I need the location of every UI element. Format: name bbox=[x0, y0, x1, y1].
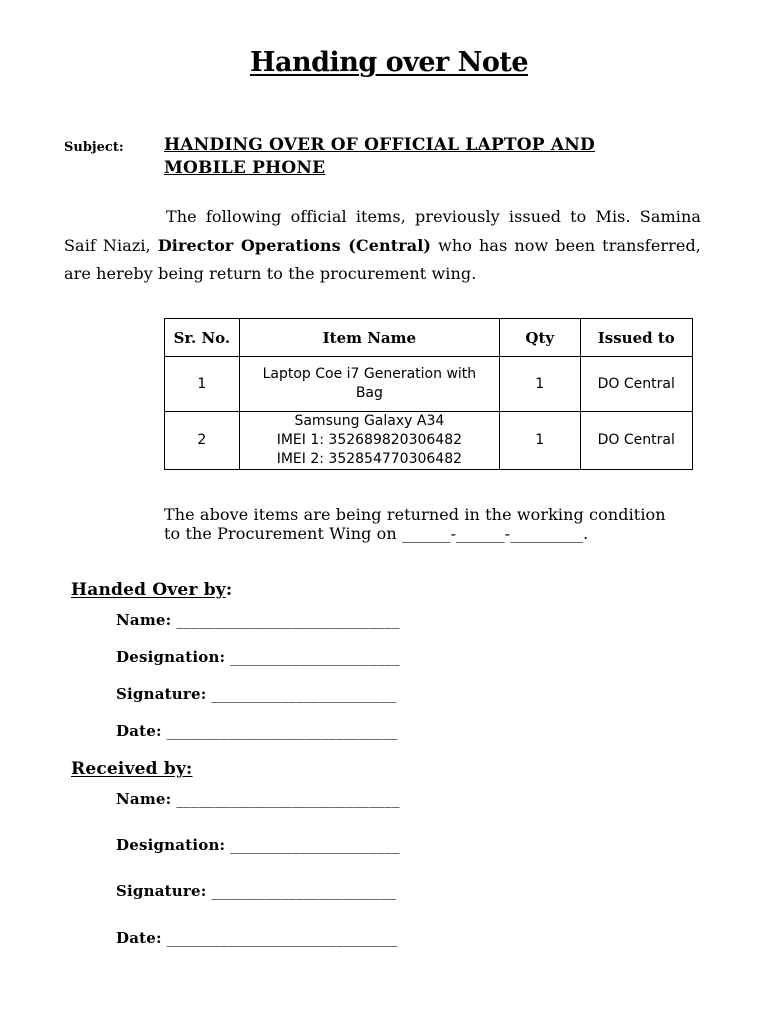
field-label: Designation: bbox=[116, 648, 226, 666]
received-designation-field[interactable] bbox=[116, 836, 400, 854]
intro-text-2: who has now been transferred, are hereby being return to the procurement wing. bbox=[64, 235, 701, 283]
item-line: Bag bbox=[355, 385, 383, 401]
header-qty: Qty bbox=[499, 319, 580, 357]
handed-over-heading-text: Handed Over by bbox=[71, 580, 226, 600]
cell-qty: 1 bbox=[499, 412, 580, 470]
cell-qty: 1 bbox=[499, 357, 580, 412]
field-blank: ______________________________ bbox=[161, 929, 398, 947]
intro-paragraph bbox=[64, 203, 701, 289]
handed-name-field[interactable] bbox=[116, 611, 400, 629]
cell-item-name bbox=[239, 357, 499, 412]
field-blank: ______________________________ bbox=[161, 722, 398, 740]
item-line: Samsung Galaxy A34 bbox=[294, 413, 445, 429]
items-table bbox=[164, 318, 693, 470]
field-blank: ________________________ bbox=[206, 882, 397, 900]
handed-signature-field[interactable] bbox=[116, 685, 396, 703]
table-header-row bbox=[165, 319, 693, 357]
field-label: Name: bbox=[116, 790, 172, 808]
field-blank: _____________________________ bbox=[171, 611, 400, 629]
field-blank: ________________________ bbox=[206, 685, 397, 703]
table-row bbox=[165, 412, 693, 470]
cell-sr: 2 bbox=[165, 412, 240, 470]
subject-line-1: HANDING OVER OF OFFICIAL LAPTOP AND bbox=[164, 135, 595, 155]
subject-label: Subject: bbox=[64, 140, 124, 155]
intro-bold-designation: Director Operations (Central) bbox=[157, 235, 432, 255]
header-item-name: Item Name bbox=[239, 319, 499, 357]
cell-issued-to: DO Central bbox=[580, 412, 692, 470]
received-name-field[interactable] bbox=[116, 790, 400, 808]
received-date-field[interactable] bbox=[116, 929, 398, 947]
closing-line-2: to the Procurement Wing on ______-______-_________. bbox=[164, 524, 589, 543]
subject-line-2: MOBILE PHONE bbox=[164, 158, 326, 178]
intro-text-1: The following official items, previously issued to Mis. Samina Saif Niazi, bbox=[64, 207, 701, 255]
cell-sr: 1 bbox=[165, 357, 240, 412]
header-sr-no: Sr. No. bbox=[165, 319, 240, 357]
field-label: Date: bbox=[116, 722, 162, 740]
handed-designation-field[interactable] bbox=[116, 648, 400, 666]
field-label: Date: bbox=[116, 929, 162, 947]
closing-line-1: The above items are being returned in the working condition bbox=[164, 505, 666, 524]
item-line: IMEI 2: 352854770306482 bbox=[276, 451, 463, 467]
header-issued-to: Issued to bbox=[580, 319, 692, 357]
cell-issued-to: DO Central bbox=[580, 357, 692, 412]
table-row bbox=[165, 357, 693, 412]
item-line: Laptop Coe i7 Generation with bbox=[262, 366, 477, 382]
item-line: IMEI 1: 352689820306482 bbox=[276, 432, 463, 448]
handed-date-field[interactable] bbox=[116, 722, 398, 740]
subject-text bbox=[164, 134, 654, 180]
field-blank: ______________________ bbox=[225, 836, 400, 854]
cell-item-name bbox=[239, 412, 499, 470]
received-signature-field[interactable] bbox=[116, 882, 396, 900]
handed-over-heading bbox=[71, 580, 232, 600]
handed-over-heading-colon: : bbox=[225, 580, 233, 600]
field-label: Designation: bbox=[116, 836, 226, 854]
field-label: Signature: bbox=[116, 882, 207, 900]
received-heading: Received by: bbox=[71, 759, 193, 779]
page-title: Handing over Note bbox=[249, 47, 529, 78]
field-label: Name: bbox=[116, 611, 172, 629]
field-label: Signature: bbox=[116, 685, 207, 703]
field-blank: _____________________________ bbox=[171, 790, 400, 808]
field-blank: ______________________ bbox=[225, 648, 400, 666]
closing-paragraph bbox=[164, 505, 744, 543]
